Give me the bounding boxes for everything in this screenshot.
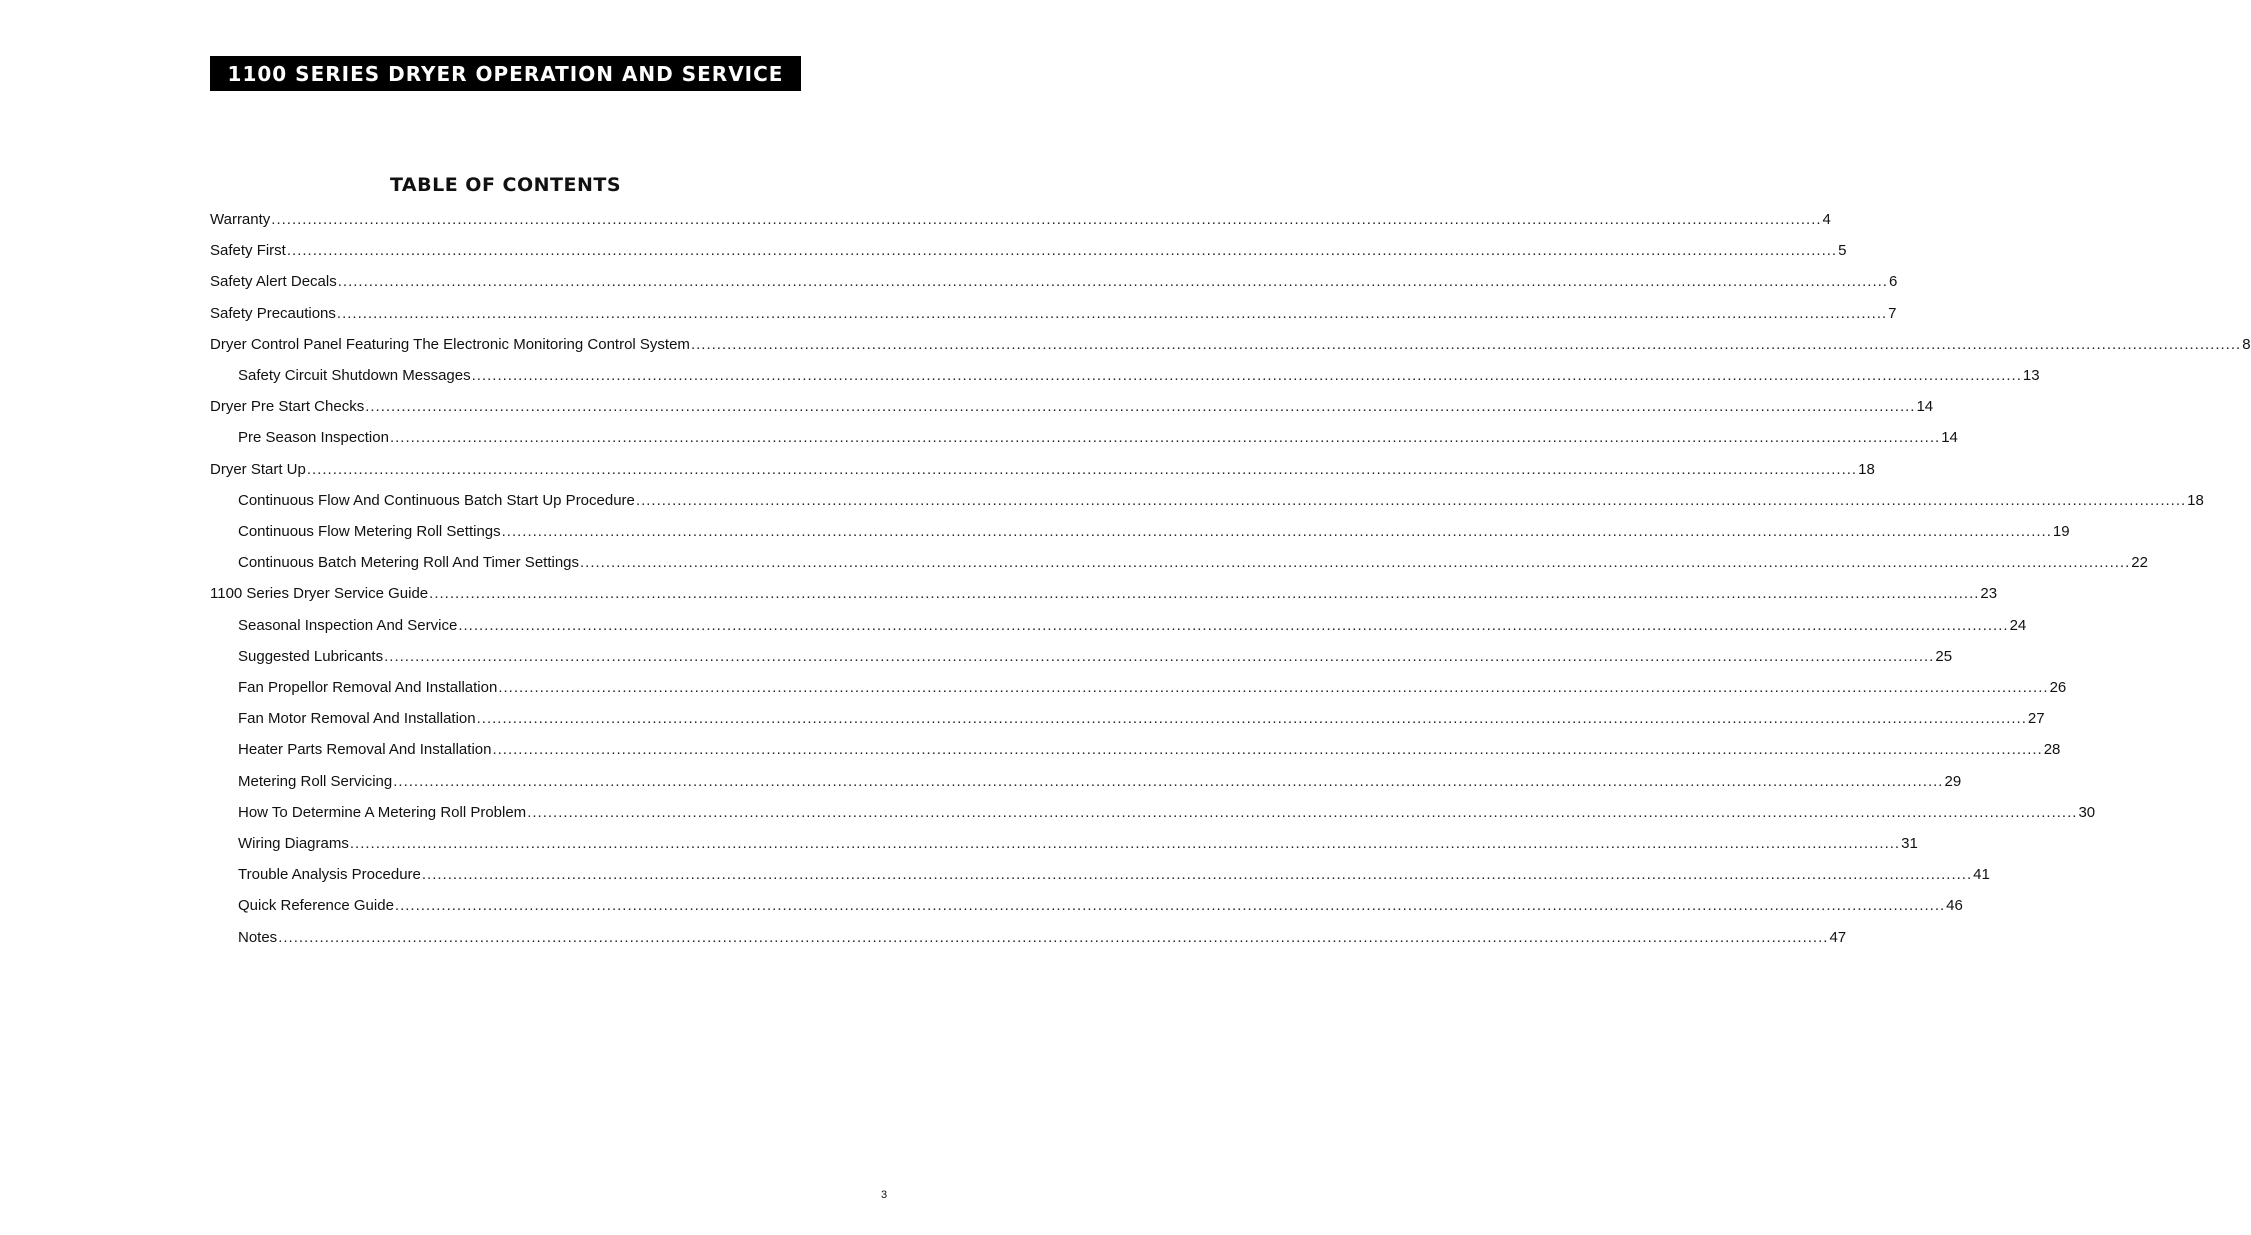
toc-entry-page: 29 [1944, 772, 1962, 790]
toc-dot-leader: ............................................................................................................................................................................................................................................................................................................ [580, 554, 2131, 572]
toc-entry-label: How To Determine A Metering Roll Problem [238, 803, 527, 821]
toc-entry-label: Quick Reference Guide [238, 897, 394, 915]
toc-entry-label: Safety Alert Decals [210, 273, 337, 291]
toc-entry-label: Notes [238, 928, 278, 946]
toc-entry-page: 47 [1829, 928, 1847, 946]
toc-entry-page: 46 [1946, 897, 1963, 915]
toc-entry-label: Warranty [210, 211, 271, 228]
toc-dot-leader: ............................................................................................................................................................................................................................................................................................................ [394, 897, 1946, 915]
toc-dot-leader: ............................................................................................................................................................................................................................................................................................................ [498, 679, 2049, 696]
toc-dot-leader: ............................................................................................................................................................................................................................................................................................................ [384, 647, 1935, 665]
toc-dot-leader: ............................................................................................................................................................................................................................................................................................................ [527, 803, 2078, 821]
toc-entry-page: 14 [1916, 398, 1934, 416]
toc-entry-label: Dryer Control Panel Featuring The Electronic Monitoring Control System [210, 335, 690, 353]
toc-entry-page: 18 [2187, 491, 2204, 509]
toc-entry-label: Dryer Pre Start Checks [210, 398, 365, 416]
toc-entry-page: 41 [1973, 866, 1990, 884]
toc-dot-leader: ............................................................................................................................................................................................................................................................................................................ [421, 866, 1973, 884]
toc-entry-label: Seasonal Inspection And Service [238, 616, 458, 634]
toc-entry-label: Safety First [210, 242, 286, 260]
toc-dot-leader: ............................................................................................................................................................................................................................................................................................................ [336, 304, 1888, 322]
toc-entry-label: Continuous Batch Metering Roll And Timer Settings [238, 554, 580, 572]
toc-entry-page: 14 [1941, 429, 1958, 447]
toc-entry-label: Trouble Analysis Procedure [238, 866, 421, 884]
toc-entry-page: 25 [1935, 647, 1953, 665]
toc-entry[interactable] [210, 304, 1897, 323]
toc-entry[interactable] [238, 523, 2070, 541]
toc-dot-leader: ............................................................................................................................................................................................................................................................................................................ [690, 335, 2242, 353]
toc-entry-label: Safety Circuit Shutdown Messages [238, 367, 471, 384]
toc-entry[interactable] [238, 772, 1962, 791]
toc-title: TABLE OF CONTENTS [389, 174, 622, 196]
toc-entry-page: 4 [1822, 211, 1831, 228]
toc-dot-leader: ............................................................................................................................................................................................................................................................................................................ [501, 523, 2052, 540]
toc-entry[interactable] [210, 242, 1847, 260]
toc-entry-page: 19 [2052, 523, 2070, 540]
toc-dot-leader: ............................................................................................................................................................................................................................................................................................................ [349, 835, 1901, 852]
toc-entry-label: Pre Season Inspection [238, 429, 389, 447]
toc-entry[interactable] [210, 460, 1875, 479]
toc-entry[interactable] [210, 585, 1998, 603]
toc-entry-page: 30 [2078, 803, 2096, 821]
toc-entry[interactable] [238, 616, 2027, 635]
toc-entry[interactable] [238, 835, 1918, 853]
toc-entry-page: 22 [2131, 554, 2148, 572]
toc-entry-label: Continuous Flow And Continuous Batch Start Up Procedure [238, 491, 635, 509]
toc-dot-leader: ............................................................................................................................................................................................................................................................................................................ [492, 741, 2043, 759]
toc-dot-leader: ............................................................................................................................................................................................................................................................................................................ [365, 398, 1916, 416]
toc-entry-label: Suggested Lubricants [238, 647, 384, 665]
toc-dot-leader: ............................................................................................................................................................................................................................................................................................................ [306, 460, 1858, 478]
toc-entry-page: 6 [1888, 273, 1898, 291]
toc-entry[interactable] [238, 897, 1963, 915]
toc-entry[interactable] [238, 710, 2045, 728]
toc-dot-leader: ............................................................................................................................................................................................................................................................................................................ [429, 585, 1980, 603]
toc-entry-label: Fan Motor Removal And Installation [238, 710, 476, 728]
toc-entry-label: Continuous Flow Metering Roll Settings [238, 523, 501, 540]
toc-entry-page: 26 [2049, 679, 2067, 696]
toc-dot-leader: ............................................................................................................................................................................................................................................................................................................ [286, 242, 1838, 260]
toc-dot-leader: ............................................................................................................................................................................................................................................................................................................ [271, 211, 1822, 228]
toc-entry[interactable] [238, 741, 2061, 759]
toc-entry[interactable] [210, 335, 2251, 354]
toc-dot-leader: ............................................................................................................................................................................................................................................................................................................ [278, 928, 1829, 946]
toc-entry-page: 23 [1980, 585, 1998, 603]
toc-entry[interactable] [238, 367, 2040, 385]
toc-entry[interactable] [238, 866, 1990, 884]
toc-dot-leader: ............................................................................................................................................................................................................................................................................................................ [393, 772, 1944, 790]
toc-entry[interactable] [238, 928, 1847, 947]
toc-entry-page: 24 [2009, 616, 2027, 634]
toc-dot-leader: ............................................................................................................................................................................................................................................................................................................ [337, 273, 1888, 291]
toc-dot-leader: ............................................................................................................................................................................................................................................................................................................ [389, 429, 1941, 447]
toc-entry-page: 27 [2027, 710, 2045, 728]
toc-entry[interactable] [210, 273, 1898, 291]
toc-entry-label: Metering Roll Servicing [238, 772, 393, 790]
toc-entry-label: Fan Propellor Removal And Installation [238, 679, 498, 696]
toc-entry-page: 18 [1858, 460, 1875, 478]
toc-entry-page: 31 [1901, 835, 1918, 852]
toc-entry[interactable] [210, 211, 1831, 229]
banner-title: 1100 SERIES DRYER OPERATION AND SERVICE [227, 61, 784, 86]
toc-entry-label: Dryer Start Up [210, 460, 306, 478]
toc-entry[interactable] [238, 647, 1953, 666]
toc-entry[interactable] [238, 491, 2204, 510]
toc-entry-page: 7 [1888, 304, 1897, 322]
toc-entry[interactable] [238, 554, 2148, 572]
toc-entry-page: 28 [2043, 741, 2061, 759]
toc-dot-leader: ............................................................................................................................................................................................................................................................................................................ [458, 616, 2009, 634]
toc-entry-label: Wiring Diagrams [238, 835, 349, 852]
toc-dot-leader: ............................................................................................................................................................................................................................................................................................................ [471, 367, 2022, 384]
toc-entry-page: 8 [2242, 335, 2251, 353]
toc-entry-page: 5 [1838, 242, 1847, 260]
toc-entry[interactable] [238, 803, 2096, 822]
toc-entry[interactable] [238, 429, 1958, 447]
toc-dot-leader: ............................................................................................................................................................................................................................................................................................................ [476, 710, 2027, 728]
page-number: 3 [880, 1189, 888, 1201]
toc-entry[interactable] [210, 398, 1934, 416]
toc-dot-leader: ............................................................................................................................................................................................................................................................................................................ [635, 491, 2187, 509]
toc-entry[interactable] [238, 679, 2067, 697]
toc-entry-label: 1100 Series Dryer Service Guide [210, 585, 429, 603]
toc-entry-label: Safety Precautions [210, 304, 336, 322]
toc-entry-page: 13 [2022, 367, 2040, 384]
toc-entry-label: Heater Parts Removal And Installation [238, 741, 492, 759]
